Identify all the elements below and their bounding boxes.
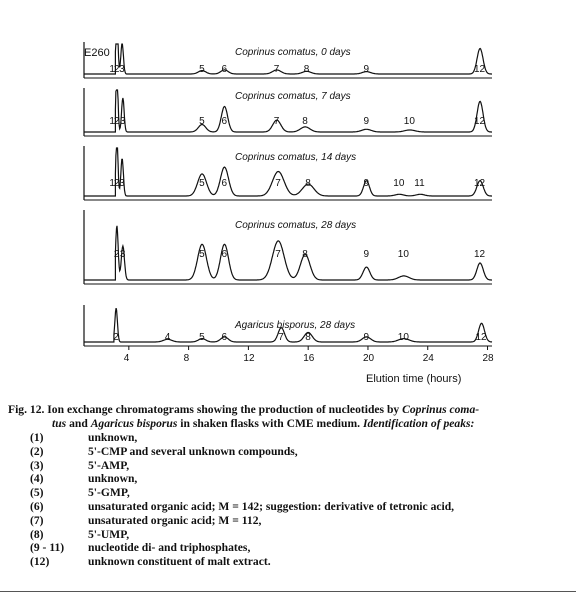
peak-label-3: 3 <box>119 116 126 127</box>
peak-label-12: 12 <box>474 249 486 260</box>
peak-label-2: 2 <box>113 332 119 343</box>
peak-number: (5) <box>30 486 44 500</box>
peak-description: nucleotide di- and triphosphates, <box>88 541 251 555</box>
peak-identification-row <box>30 500 454 514</box>
peak-label-2: 2 <box>113 116 120 127</box>
peak-description: unknown constituent of malt extract. <box>88 555 271 569</box>
peak-identification-row <box>30 445 454 459</box>
peak-label-1: 1 <box>109 178 115 189</box>
peak-label-7: 7 <box>273 116 280 127</box>
panel-4 <box>84 210 492 284</box>
peak-label-2: 2 <box>113 249 120 260</box>
peak-label-2: 2 <box>113 178 120 189</box>
species-1: Coprinus coma- <box>402 403 480 416</box>
peak-label-5: 5 <box>199 64 205 75</box>
species-1b: tus <box>52 417 67 430</box>
peak-label-3: 3 <box>119 249 126 260</box>
bottom-rule <box>0 591 576 592</box>
panel-title: Coprinus comatus, 7 days <box>235 91 351 102</box>
peak-label-12: 12 <box>474 116 486 127</box>
peak-label-3: 3 <box>119 64 125 75</box>
peak-number: (2) <box>30 444 44 458</box>
peak-label-7: 7 <box>273 64 280 75</box>
peak-label-12: 12 <box>475 332 487 343</box>
x-axis-label: Elution time (hours) <box>366 373 462 385</box>
peak-label-11: 11 <box>414 178 425 189</box>
peak-description: 5'-AMP, <box>88 458 130 472</box>
peak-identification-row <box>30 541 454 555</box>
peak-identification-row <box>30 486 454 500</box>
x-tick-label: 16 <box>303 353 315 364</box>
peak-label-9: 9 <box>363 64 370 75</box>
peak-label-7: 7 <box>278 332 284 343</box>
peak-identification-list <box>30 431 454 569</box>
x-tick-label: 28 <box>482 353 494 364</box>
species-2: Agaricus bisporus <box>90 417 178 430</box>
peak-number: (1) <box>30 431 44 444</box>
peak-label-6: 6 <box>221 178 228 189</box>
peak-label-2: 2 <box>113 64 120 75</box>
peak-label-12: 12 <box>474 64 486 75</box>
peak-label-1: 1 <box>109 116 115 127</box>
peak-label-12: 12 <box>474 178 486 189</box>
peak-label-6: 6 <box>221 116 228 127</box>
figure-caption <box>8 403 568 431</box>
trace-line <box>84 226 492 280</box>
peak-number: (4) <box>30 472 44 486</box>
peak-label-4: 4 <box>164 332 171 343</box>
peak-label-8: 8 <box>302 116 308 127</box>
panel-5 <box>84 305 492 346</box>
peak-label-6: 6 <box>221 332 228 343</box>
peak-description: unknown, <box>88 431 138 444</box>
x-tick-label: 8 <box>183 353 190 364</box>
peak-label-7: 7 <box>275 249 281 260</box>
panel-title: Coprinus comatus, 14 days <box>235 152 357 163</box>
peak-label-5: 5 <box>199 332 205 343</box>
peak-number: (6) <box>30 499 44 513</box>
caption-text-3: in shaken flasks with CME medium. <box>180 417 361 430</box>
panel-2 <box>84 88 492 136</box>
peak-identification-row <box>30 431 454 445</box>
peak-description: unsaturated organic acid; M = 142; suggestion: derivative of tetronic acid, <box>88 499 455 513</box>
peak-description: 5'-UMP, <box>88 527 130 541</box>
y-axis-label: E260 <box>84 47 110 59</box>
x-tick-label: 12 <box>243 353 255 364</box>
panel-title: Coprinus comatus, 0 days <box>235 47 351 58</box>
peak-identification-row <box>30 472 454 486</box>
peak-description: 5'-CMP and several unknown compounds, <box>88 444 298 458</box>
peak-label-10: 10 <box>397 332 409 343</box>
caption-text-1: Ion exchange chromatograms showing the production of nucleotides by <box>47 403 400 416</box>
peak-label-9: 9 <box>363 116 370 127</box>
peak-label-7: 7 <box>275 178 281 189</box>
panel-title: Coprinus comatus, 28 days <box>235 220 357 231</box>
panel-3 <box>84 146 492 200</box>
panel-1 <box>84 42 492 78</box>
peak-identification-row <box>30 459 454 473</box>
x-tick-label: 24 <box>422 353 434 364</box>
peak-number: (9 - 11) <box>30 541 65 555</box>
peak-label-5: 5 <box>199 116 205 127</box>
peak-label-8: 8 <box>303 64 310 75</box>
peak-label-10: 10 <box>397 249 409 260</box>
x-axis <box>124 346 494 364</box>
panel-title: Agaricus bisporus, 28 days <box>235 320 356 331</box>
peak-label-10: 10 <box>393 178 405 189</box>
x-tick-label: 20 <box>363 353 375 364</box>
peak-label-6: 6 <box>221 64 228 75</box>
peak-description: unsaturated organic acid; M = 112, <box>88 513 262 527</box>
peak-label-5: 5 <box>199 249 205 260</box>
peak-label-8: 8 <box>302 249 308 260</box>
peak-label-3: 3 <box>119 178 125 189</box>
caption-text-2: and <box>69 417 88 430</box>
peak-label-9: 9 <box>363 249 370 260</box>
peak-label-6: 6 <box>221 249 228 260</box>
peak-description: unknown, <box>88 472 138 486</box>
peak-identification-row <box>30 528 454 542</box>
peak-number: (8) <box>30 527 44 541</box>
peak-label-9: 9 <box>363 332 370 343</box>
peak-number: (3) <box>30 458 44 472</box>
peak-description: 5'-GMP, <box>88 486 130 500</box>
peak-identification-row <box>30 514 454 528</box>
peak-label-1: 1 <box>109 64 115 75</box>
peak-label-5: 5 <box>199 178 205 189</box>
peak-label-9: 9 <box>363 178 370 189</box>
identification-heading: Identification of peaks: <box>362 417 475 430</box>
peak-label-10: 10 <box>403 116 415 127</box>
peak-number: (12) <box>30 555 50 569</box>
peak-label-8: 8 <box>305 178 311 189</box>
peak-label-8: 8 <box>305 332 311 343</box>
x-tick-label: 4 <box>123 353 130 364</box>
peak-identification-row <box>30 555 454 569</box>
fig-label: Fig. 12. <box>8 403 45 416</box>
peak-number: (7) <box>30 513 44 527</box>
